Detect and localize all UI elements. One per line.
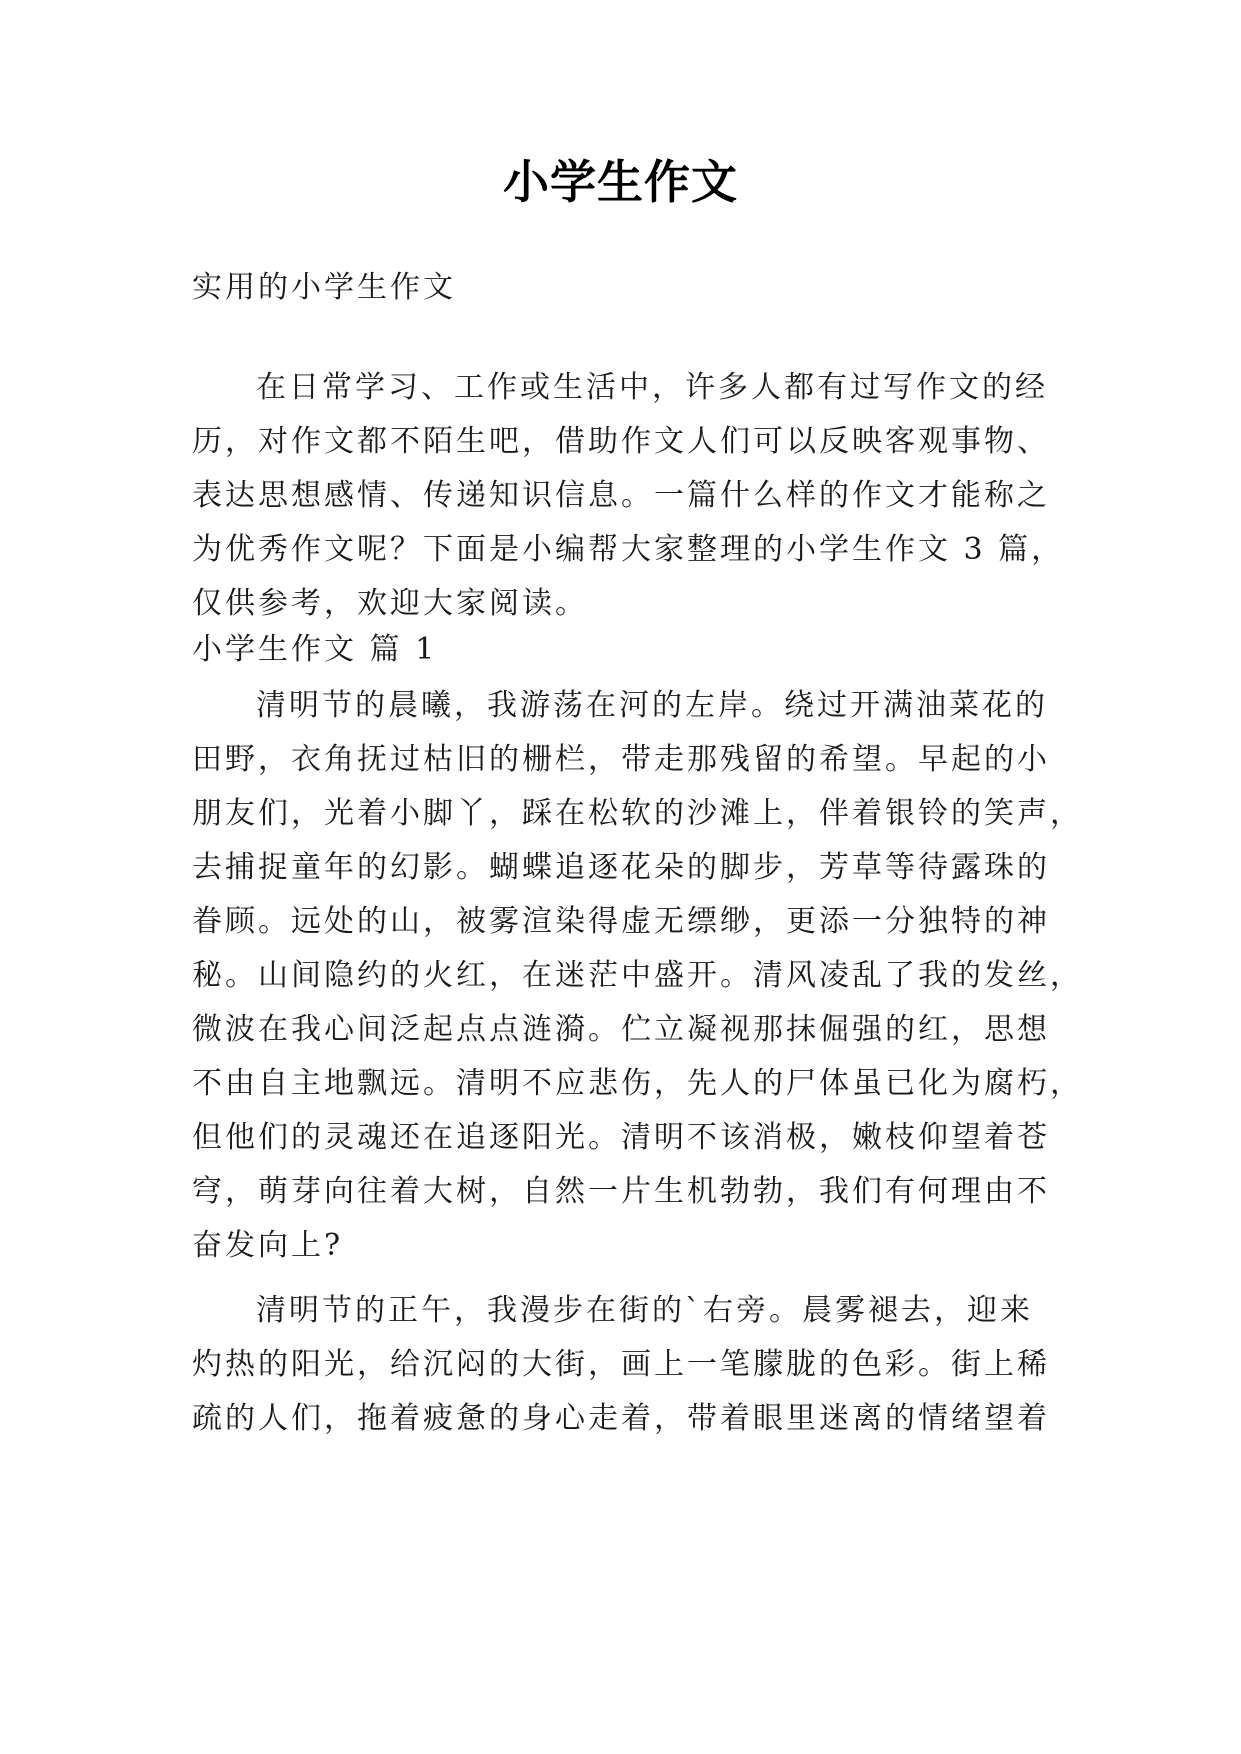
- intro-line: 在日常学习、工作或生活中，许多人都有过写作文的经: [256, 370, 1048, 405]
- paragraph-line: 不由自主地飘远。清明不应悲伤，先人的尸体虽已化为腐朽，: [192, 1066, 1083, 1101]
- paragraph-line: 微波在我心间泛起点点涟漪。伫立凝视那抹倔强的红，思想: [192, 1012, 1050, 1047]
- paragraph-line: 但他们的灵魂还在追逐阳光。清明不该消极，嫩枝仰望着苍: [192, 1120, 1050, 1155]
- paragraph-line: 奋发向上?: [192, 1228, 344, 1263]
- intro-line: 仅供参考，欢迎大家阅读。: [192, 586, 588, 621]
- paragraph-line: 灼热的阳光，给沉闷的大街，画上一笔朦胧的色彩。街上稀: [192, 1347, 1050, 1382]
- intro-line: 表达思想感情、传递知识信息。一篇什么样的作文才能称之: [192, 478, 1050, 513]
- paragraph-line: 疏的人们，拖着疲惫的身心走着，带着眼里迷离的情绪望着: [192, 1401, 1050, 1436]
- paragraph-line: 田野，衣角抚过枯旧的栅栏，带走那残留的希望。早起的小: [192, 742, 1050, 777]
- paragraph-line: 朋友们，光着小脚丫，踩在松软的沙滩上，伴着银铃的笑声，: [192, 796, 1083, 831]
- intro-line: 历，对作文都不陌生吧，借助作文人们可以反映客观事物、: [192, 424, 1050, 459]
- paragraph-line: 秘。山间隐约的火红，在迷茫中盛开。清风凌乱了我的发丝，: [192, 958, 1083, 993]
- paragraph-line: 清明节的晨曦，我游荡在河的左岸。绕过开满油菜花的: [256, 688, 1048, 723]
- document-title: 小学生作文: [503, 155, 738, 209]
- paragraph-line: 眷顾。远处的山，被雾渲染得虚无缥缈，更添一分独特的神: [192, 904, 1050, 939]
- paragraph-line: 穹，萌芽向往着大树，自然一片生机勃勃，我们有何理由不: [192, 1174, 1050, 1209]
- section-heading: 小学生作文 篇 1: [192, 632, 438, 667]
- paragraph-line: 清明节的正午，我漫步在街的`右旁。晨雾褪去，迎来: [256, 1293, 1033, 1328]
- intro-line: 为优秀作文呢？下面是小编帮大家整理的小学生作文 3 篇，: [192, 532, 1065, 567]
- paragraph-line: 去捕捉童年的幻影。蝴蝶追逐花朵的脚步，芳草等待露珠的: [192, 850, 1050, 885]
- document-subtitle: 实用的小学生作文: [192, 270, 456, 305]
